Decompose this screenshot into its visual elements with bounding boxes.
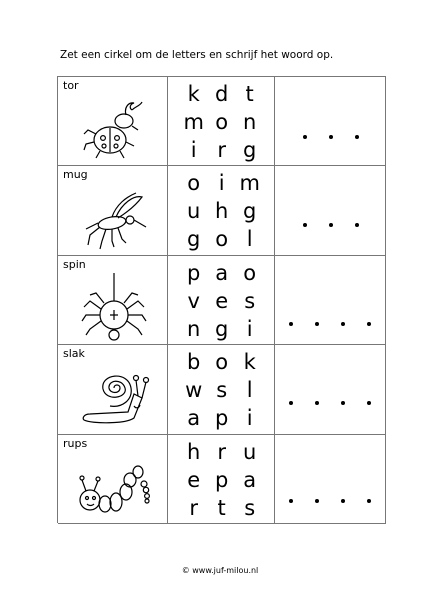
letter-grid [180, 169, 264, 253]
mosquito-icon [76, 183, 152, 253]
dot [367, 401, 371, 405]
word-label: rups [63, 436, 88, 450]
letter[interactable]: a [215, 260, 229, 285]
letter[interactable]: o [215, 110, 229, 134]
letter[interactable]: l [246, 227, 253, 252]
letter-grid-cell [168, 435, 276, 523]
letter[interactable]: e [187, 467, 201, 492]
letter[interactable]: r [189, 495, 198, 520]
letter[interactable]: b [187, 350, 201, 375]
letter[interactable]: s [244, 288, 256, 313]
dot [315, 499, 319, 503]
letter[interactable]: v [187, 288, 200, 313]
answer-dots [289, 401, 371, 405]
letter[interactable]: n [187, 316, 201, 341]
letter[interactable]: g [187, 227, 201, 252]
letter[interactable]: n [243, 110, 257, 134]
answer-cell[interactable] [275, 345, 386, 433]
letter[interactable]: k [243, 350, 256, 375]
letter[interactable]: p [215, 406, 229, 431]
letter[interactable]: r [217, 138, 226, 162]
worksheet-row [58, 166, 386, 255]
word-label: slak [63, 347, 85, 361]
letter-grid-cell [168, 166, 276, 254]
letter[interactable]: s [216, 378, 228, 403]
letter[interactable]: i [190, 138, 197, 162]
dot [289, 499, 293, 503]
letter[interactable]: u [187, 199, 201, 224]
dot [315, 322, 319, 326]
picture-cell [58, 435, 168, 523]
answer-dots [303, 135, 359, 139]
dot [355, 135, 359, 139]
letter[interactable]: d [215, 82, 229, 106]
dot [367, 322, 371, 326]
answer-cell[interactable] [275, 435, 386, 523]
picture-cell [58, 345, 168, 433]
letter[interactable]: s [244, 495, 256, 520]
spider-icon [76, 273, 152, 343]
letter-grid-cell [168, 77, 276, 165]
dot [315, 401, 319, 405]
letter[interactable]: e [215, 288, 229, 313]
answer-dots [289, 499, 371, 503]
answer-dots [289, 322, 371, 326]
dot [329, 135, 333, 139]
dot [341, 322, 345, 326]
letter-grid-cell [168, 345, 276, 433]
letter[interactable]: o [187, 171, 201, 196]
letter[interactable]: h [187, 439, 201, 464]
letter[interactable]: w [185, 378, 203, 403]
letter[interactable]: g [215, 316, 229, 341]
letter[interactable]: u [243, 439, 257, 464]
caterpillar-icon [76, 452, 152, 522]
letter[interactable]: h [215, 199, 229, 224]
letter[interactable]: a [243, 467, 257, 492]
worksheet-grid [57, 76, 386, 523]
letter[interactable]: a [187, 406, 201, 431]
letter[interactable]: l [246, 378, 253, 403]
letter-grid [180, 438, 264, 522]
dot [289, 401, 293, 405]
letter-grid [180, 259, 264, 343]
letter[interactable]: g [243, 199, 257, 224]
worksheet-row [58, 435, 386, 524]
footer-copyright: © www.juf-milou.nl [181, 566, 259, 575]
picture-cell [58, 166, 168, 254]
answer-cell[interactable] [275, 166, 386, 254]
answer-cell[interactable] [275, 77, 386, 165]
letter-grid [180, 348, 264, 432]
word-label: spin [63, 257, 86, 271]
letter[interactable]: i [246, 316, 253, 341]
letter[interactable]: t [245, 82, 254, 106]
worksheet-row [58, 256, 386, 345]
worksheet-row [58, 77, 386, 166]
dot [289, 322, 293, 326]
letter[interactable]: k [187, 82, 200, 106]
snail-icon [76, 362, 152, 432]
letter[interactable]: o [215, 227, 229, 252]
picture-cell [58, 256, 168, 344]
dot [303, 135, 307, 139]
letter[interactable]: m [183, 110, 204, 134]
instruction-text: Zet een cirkel om de letters en schrijf het woord op. [60, 49, 334, 61]
letter[interactable]: p [187, 260, 201, 285]
letter[interactable]: m [239, 171, 260, 196]
letter[interactable]: p [215, 467, 229, 492]
letter[interactable]: g [243, 138, 257, 162]
worksheet-row [58, 345, 386, 434]
dot [341, 499, 345, 503]
dot [367, 499, 371, 503]
letter[interactable]: r [217, 439, 226, 464]
letter[interactable]: i [246, 406, 253, 431]
picture-cell [58, 77, 168, 165]
dot [341, 401, 345, 405]
answer-cell[interactable] [275, 256, 386, 344]
dot [329, 223, 333, 227]
letter-grid-cell [168, 256, 276, 344]
word-label: mug [63, 168, 88, 182]
dot [303, 223, 307, 227]
letter-grid [180, 80, 264, 164]
letter[interactable]: t [217, 495, 226, 520]
beetle-icon [76, 94, 152, 164]
answer-dots [303, 223, 359, 227]
letter[interactable]: o [243, 260, 257, 285]
letter[interactable]: i [218, 171, 225, 196]
dot [355, 223, 359, 227]
word-label: tor [63, 79, 79, 92]
letter[interactable]: o [215, 350, 229, 375]
